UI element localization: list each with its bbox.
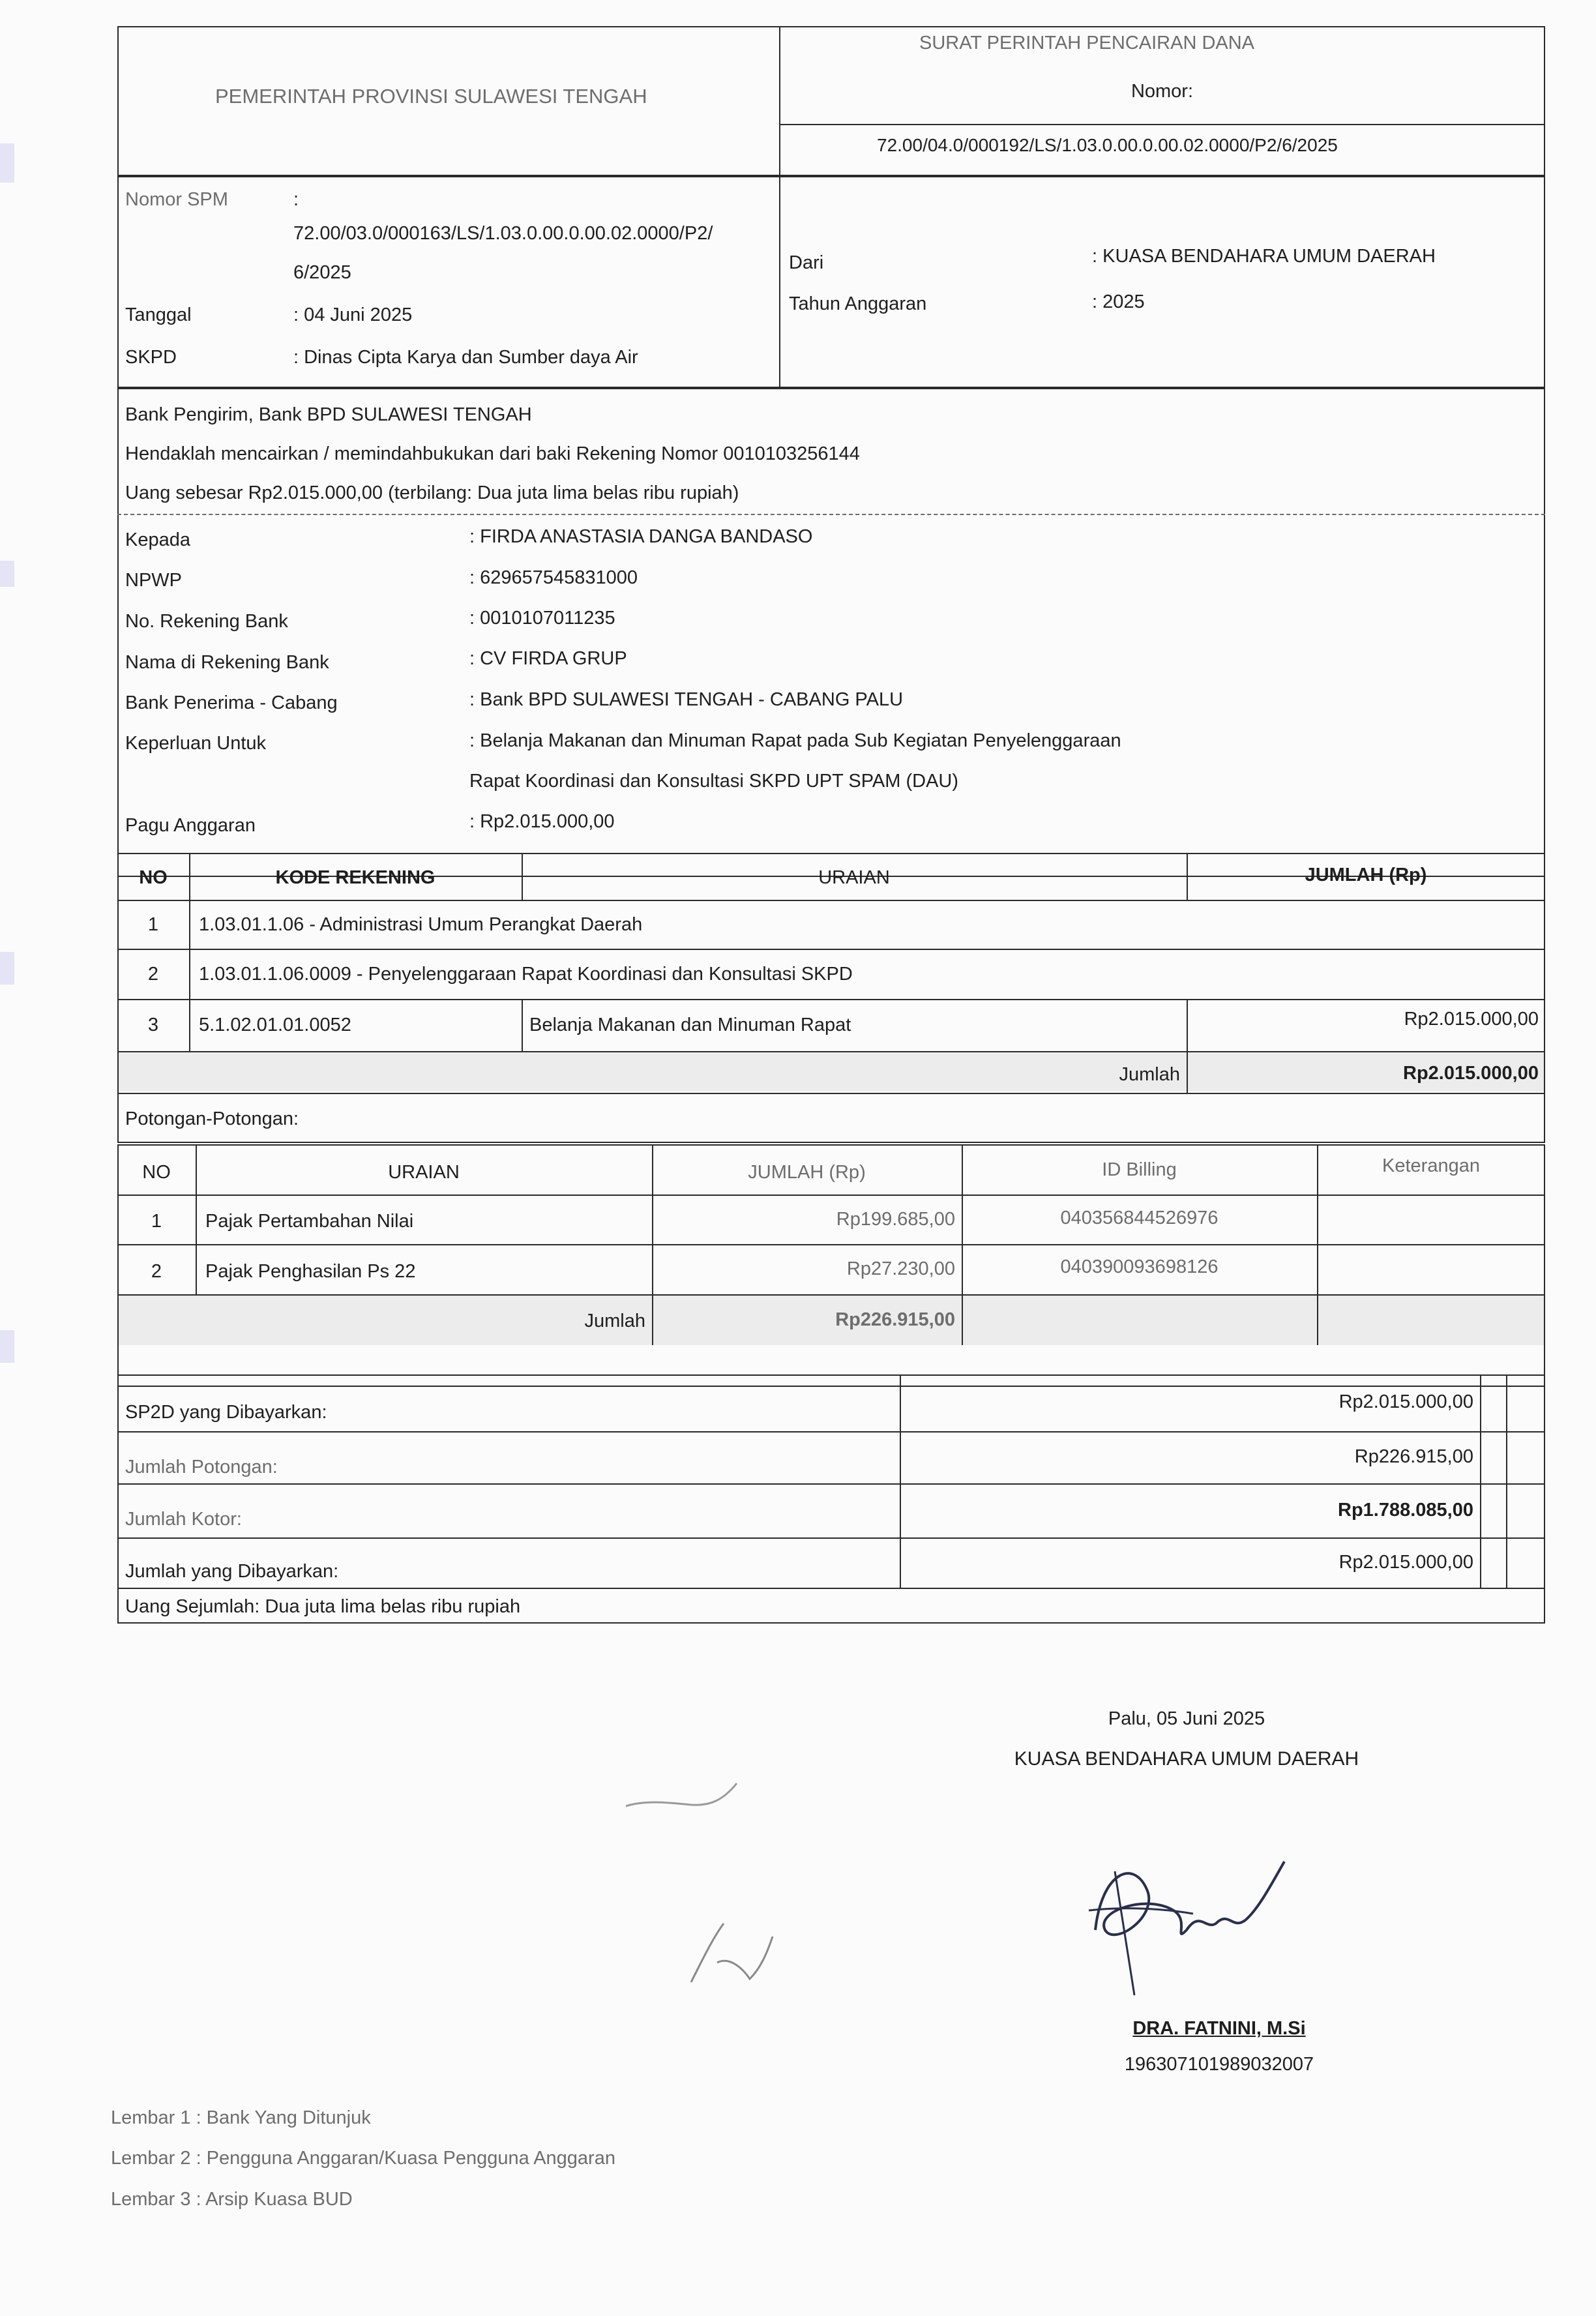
number-rule: [779, 124, 1545, 125]
npwp-value: : 629657545831000: [469, 567, 638, 588]
section-rule: [117, 514, 1545, 515]
spm-number-line1: 72.00/03.0/000163/LS/1.03.0.00.0.00.02.0000/P2/: [293, 223, 713, 244]
signer-name: DRA. FATNINI, M.Si: [1132, 2018, 1306, 2039]
scan-mark: [0, 1330, 14, 1363]
summary-rule: [117, 1431, 1545, 1433]
table-divider: [522, 999, 523, 1051]
spm-date-value: : 04 Juni 2025: [293, 304, 413, 325]
col-amount: JUMLAH (Rp): [1305, 865, 1427, 885]
spm-number-label: Nomor SPM: [125, 189, 228, 210]
skpd-value: : Dinas Cipta Karya dan Sumber daya Air: [293, 347, 638, 368]
summary-rule: [117, 1588, 1545, 1589]
account-name-label: Nama di Rekening Bank: [125, 652, 329, 673]
amount-in-words: Uang Sejumlah: Dua juta lima belas ribu rupiah: [125, 1596, 521, 1617]
signer-role: KUASA BENDAHARA UMUM DAERAH: [1014, 1748, 1359, 1770]
row-amount: Rp2.015.000,00: [1404, 1009, 1539, 1030]
total-amount: Rp2.015.000,00: [1403, 1063, 1539, 1084]
fiscal-year-value: : 2025: [1092, 291, 1145, 312]
paraf-mark: [619, 1780, 743, 1839]
sp2d-paid-value: Rp2.015.000,00: [1338, 1391, 1473, 1412]
recipient-value: : FIRDA ANASTASIA DANGA BANDASO: [469, 526, 813, 547]
col-no: NO: [142, 1162, 171, 1183]
skpd-label: SKPD: [125, 347, 177, 368]
table-rule: [117, 999, 1545, 1000]
sp2d-number: 72.00/04.0/000192/LS/1.03.0.00.0.00.02.0000/P2/6/2025: [877, 135, 1338, 155]
total-label: Jumlah: [1119, 1064, 1180, 1085]
receiving-bank-value: : Bank BPD SULAWESI TENGAH - CABANG PALU: [469, 689, 904, 710]
npwp-label: NPWP: [125, 570, 182, 591]
deductions-sum-value: Rp226.915,00: [1354, 1446, 1473, 1467]
account-number-value: : 0010107011235: [469, 608, 615, 629]
sending-bank: Bank Pengirim, Bank BPD SULAWESI TENGAH: [125, 404, 532, 425]
table-rule: [117, 1093, 1545, 1094]
row-activity: 1.03.01.1.06.0009 - Penyelenggaraan Rapat Koordinasi dan Konsultasi SKPD: [199, 964, 853, 985]
row-account-code: 5.1.02.01.01.0052: [199, 1015, 351, 1035]
receiving-bank-label: Bank Penerima - Cabang: [125, 692, 338, 713]
row-no: 3: [147, 1015, 159, 1035]
table-rule: [117, 949, 1545, 950]
row-no: 2: [151, 1261, 162, 1282]
government-name: PEMERINTAH PROVINSI SULAWESI TENGAH: [215, 85, 647, 108]
amount-paid-value: Rp2.015.000,00: [1338, 1552, 1473, 1573]
table-rule: [117, 1195, 1545, 1196]
copy-2: Lembar 2 : Pengguna Anggaran/Kuasa Pengguna Anggaran: [111, 2148, 615, 2169]
summary-rule: [117, 1483, 1545, 1485]
transfer-instruction: Hendaklah mencairkan / memindahbukukan dari baki Rekening Nomor 0010103256144: [125, 443, 860, 464]
spm-date-label: Tanggal: [125, 304, 192, 325]
deductions-total-value: Rp226.915,00: [835, 1309, 955, 1330]
col-billing-id: ID Billing: [1102, 1159, 1177, 1180]
scan-mark: [0, 143, 14, 183]
row-no: 1: [147, 914, 159, 935]
spm-number-line2: 6/2025: [293, 262, 351, 283]
recipient-label: Kepada: [125, 529, 190, 550]
number-label: Nomor:: [1130, 81, 1194, 102]
from-value: : KUASA BENDAHARA UMUM DAERAH: [1092, 246, 1436, 267]
billing-id: 040356844526976: [1060, 1208, 1219, 1228]
account-name-value: : CV FIRDA GRUP: [469, 648, 627, 669]
signer-nip: 196307101989032007: [1124, 2054, 1314, 2075]
purpose-line2: Rapat Koordinasi dan Konsultasi SKPD UPT SPAM (DAU): [469, 771, 959, 792]
place-date: Palu, 05 Juni 2025: [1108, 1708, 1265, 1729]
account-code-table: [117, 853, 1545, 1143]
billing-id: 040390093698126: [1060, 1256, 1219, 1277]
amount-paid-label: Jumlah yang Dibayarkan:: [125, 1561, 339, 1582]
row-no: 2: [147, 964, 159, 985]
col-remarks: Keterangan: [1382, 1155, 1480, 1176]
document-frame: [117, 26, 1545, 1643]
col-description: URAIAN: [388, 1162, 460, 1183]
purpose-line1: : Belanja Makanan dan Minuman Rapat pada Sub Kegiatan Penyelenggaraan: [469, 730, 1121, 751]
deduction-vat: Pajak Pertambahan Nilai: [205, 1211, 414, 1232]
signature-mark: [1076, 1832, 1310, 2002]
table-rule: [117, 1244, 1545, 1245]
col-no: NO: [139, 867, 168, 888]
fiscal-year-label: Tahun Anggaran: [789, 293, 927, 314]
row-program: 1.03.01.1.06 - Administrasi Umum Perangkat Daerah: [199, 914, 643, 935]
summary-rule: [117, 1537, 1545, 1539]
sp2d-paid-label: SP2D yang Dibayarkan:: [125, 1402, 327, 1423]
document-title: SURAT PERINTAH PENCAIRAN DANA: [919, 33, 1255, 53]
gross-value: Rp1.788.085,00: [1338, 1500, 1473, 1521]
row-no: 1: [151, 1211, 162, 1232]
col-description: URAIAN: [818, 867, 890, 888]
deduction-amount: Rp27.230,00: [846, 1258, 955, 1279]
deductions-sum-label: Jumlah Potongan:: [125, 1457, 278, 1477]
summary-divider: [1480, 1374, 1481, 1588]
budget-ceiling-value: : Rp2.015.000,00: [469, 811, 615, 832]
summary-divider: [1506, 1374, 1507, 1588]
copy-1: Lembar 1 : Bank Yang Ditunjuk: [111, 2107, 371, 2128]
amount-statement: Uang sebesar Rp2.015.000,00 (terbilang: Dua juta lima belas ribu rupiah): [125, 482, 739, 503]
scan-mark: [0, 561, 14, 587]
deduction-amount: Rp199.685,00: [836, 1209, 955, 1230]
deductions-title: Potongan-Potongan:: [125, 1108, 299, 1129]
row-description: Belanja Makanan dan Minuman Rapat: [529, 1015, 851, 1035]
gross-label: Jumlah Kotor:: [125, 1509, 242, 1530]
from-label: Dari: [789, 252, 824, 273]
budget-ceiling-label: Pagu Anggaran: [125, 815, 256, 836]
purpose-label: Keperluan Untuk: [125, 733, 267, 754]
paraf-mark: [678, 1917, 782, 1989]
scan-mark: [0, 952, 14, 985]
col-account-code: KODE REKENING: [275, 867, 436, 888]
account-number-label: No. Rekening Bank: [125, 611, 288, 632]
col-amount: JUMLAH (Rp): [748, 1162, 866, 1183]
spm-number-sep: :: [293, 189, 299, 210]
deduction-income-tax: Pajak Penghasilan Ps 22: [205, 1261, 416, 1282]
copy-3: Lembar 3 : Arsip Kuasa BUD: [111, 2189, 353, 2210]
table-rule: [117, 900, 1545, 901]
deductions-total-label: Jumlah: [584, 1311, 645, 1331]
